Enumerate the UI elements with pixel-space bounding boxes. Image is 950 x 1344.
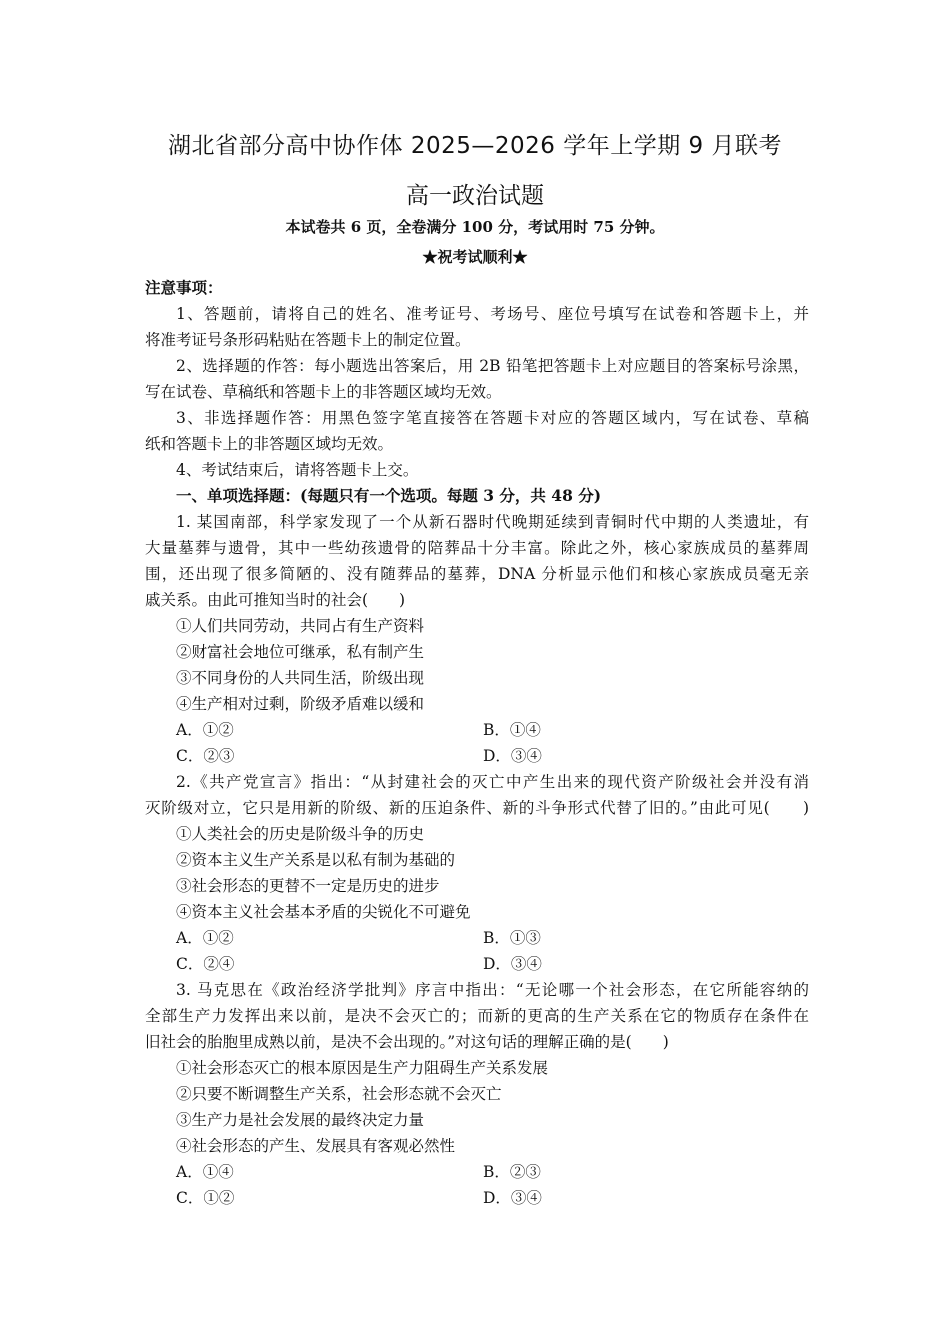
question-item: ①人们共同劳动，共同占有生产资料 bbox=[176, 617, 425, 635]
notice-line: 写在试卷、草稿纸和答题卡上的非答题区域均无效。 bbox=[145, 383, 502, 401]
question-stem-line: 全部生产力发挥出来以前，是决不会灭亡的；而新的更高的生产关系在它的物质存在条件在 bbox=[145, 1007, 809, 1025]
option-d: D．③④ bbox=[483, 1189, 542, 1207]
notice-line: 纸和答题卡上的非答题区域均无效。 bbox=[145, 435, 394, 453]
question-stem-line: 戚关系。由此可推知当时的社会( ) bbox=[145, 591, 406, 609]
question-stem-line: 灭阶级对立，它只是用新的阶级、新的压迫条件、新的斗争形式代替了旧的。”由此可见( ) bbox=[145, 799, 809, 817]
question-stem-line: 围，还出现了很多简陋的、没有随葬品的墓葬，DNA 分析显示他们和核心家族成员毫无亲 bbox=[145, 565, 809, 583]
question-stem-line: 2.《共产党宣言》指出：“从封建社会的灭亡中产生出来的现代资产阶级社会并没有消 bbox=[176, 773, 809, 791]
notice-line: 将准考证号条形码粘贴在答题卡上的制定位置。 bbox=[145, 331, 471, 349]
exam-title: 湖北省部分高中协作体 2025—2026 学年上学期 9 月联考 bbox=[168, 133, 782, 159]
question-item: ②资本主义生产关系是以私有制为基础的 bbox=[176, 851, 456, 869]
question-item: ①人类社会的历史是阶级斗争的历史 bbox=[176, 825, 425, 843]
option-a: A．①② bbox=[176, 929, 234, 947]
option-a: A．①② bbox=[176, 721, 234, 739]
notice-line: 3、非选择题作答：用黑色签字笔直接答在答题卡对应的答题区域内，写在试卷、草稿 bbox=[176, 409, 809, 427]
option-d: D．③④ bbox=[483, 955, 542, 973]
question-item: ③社会形态的更替不一定是历史的进步 bbox=[176, 877, 440, 895]
question-item: ②只要不断调整生产关系，社会形态就不会灭亡 bbox=[176, 1085, 502, 1103]
option-row bbox=[145, 1185, 809, 1211]
option-b: B．①③ bbox=[483, 929, 541, 947]
option-d: D．③④ bbox=[483, 747, 542, 765]
option-c: C．①② bbox=[176, 1189, 235, 1207]
option-c: C．②③ bbox=[176, 747, 235, 765]
question-stem-line: 大量墓葬与遗骨，其中一些幼孩遗骨的陪葬品十分丰富。除此之外，核心家族成员的墓葬周 bbox=[145, 539, 809, 557]
option-row bbox=[145, 1159, 809, 1185]
notice-heading: 注意事项： bbox=[145, 278, 223, 297]
question-item: ②财富社会地位可继承，私有制产生 bbox=[176, 643, 425, 661]
option-b: B．①④ bbox=[483, 721, 541, 739]
question-item: ③生产力是社会发展的最终决定力量 bbox=[176, 1111, 425, 1129]
option-row bbox=[145, 743, 809, 769]
exam-subtitle: 高一政治试题 bbox=[406, 183, 544, 209]
option-row bbox=[145, 717, 809, 743]
option-c: C．②④ bbox=[176, 955, 235, 973]
question-stem-line: 1. 某国南部，科学家发现了一个从新石器时代晚期延续到青铜时代中期的人类遗址，有 bbox=[176, 513, 809, 531]
option-b: B．②③ bbox=[483, 1163, 541, 1181]
question-item: ③不同身份的人共同生活，阶级出现 bbox=[176, 669, 425, 687]
option-row bbox=[145, 951, 809, 977]
notice-line: 4、考试结束后，请将答题卡上交。 bbox=[176, 461, 419, 479]
question-item: ①社会形态灭亡的根本原因是生产力阻碍生产关系发展 bbox=[176, 1059, 549, 1077]
question-item: ④资本主义社会基本矛盾的尖锐化不可避免 bbox=[176, 903, 471, 921]
option-a: A．①④ bbox=[176, 1163, 234, 1181]
notice-line: 1、答题前，请将自己的姓名、准考证号、考场号、座位号填写在试卷和答题卡上，并 bbox=[176, 305, 809, 323]
question-item: ④社会形态的产生、发展具有客观必然性 bbox=[176, 1137, 456, 1155]
question-stem-line: 旧社会的胎胞里成熟以前，是决不会出现的。”对这句话的理解正确的是( ) bbox=[145, 1033, 669, 1051]
exam-info: 本试卷共 6 页，全卷满分 100 分，考试用时 75 分钟。 bbox=[285, 218, 665, 236]
question-3 bbox=[145, 977, 809, 1211]
exam-wish: ★祝考试顺利★ bbox=[422, 248, 528, 266]
section-heading: 一、单项选择题：(每题只有一个选项。每题 3 分，共 48 分) bbox=[176, 486, 602, 505]
question-1 bbox=[145, 509, 809, 769]
question-2 bbox=[145, 769, 809, 977]
notice-line: 2、选择题的作答：每小题选出答案后，用 2B 铅笔把答题卡上对应题目的答案标号涂黑， bbox=[176, 357, 809, 375]
exam-body bbox=[145, 275, 809, 1211]
option-row bbox=[145, 925, 809, 951]
question-item: ④生产相对过剩，阶级矛盾难以缓和 bbox=[176, 695, 425, 713]
question-stem-line: 3. 马克思在《政治经济学批判》序言中指出：“无论哪一个社会形态，在它所能容纳的 bbox=[176, 981, 809, 999]
